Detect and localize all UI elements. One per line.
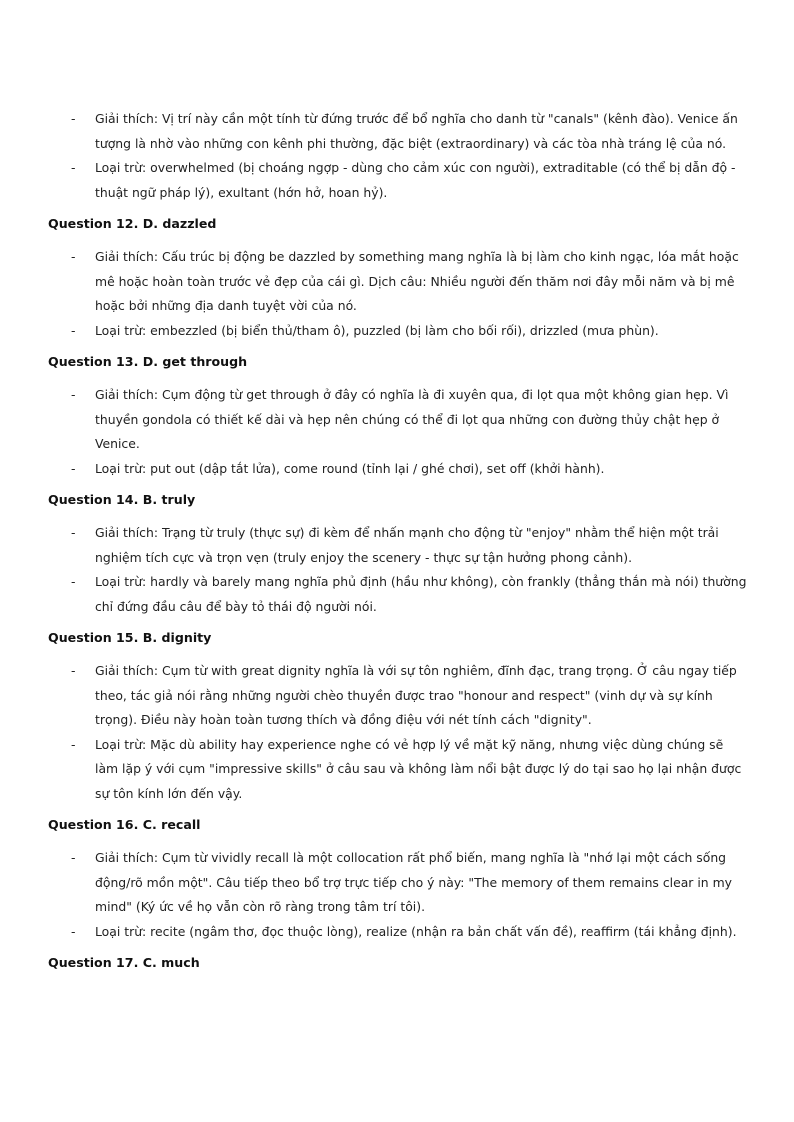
- question-heading: Question 14. B. truly: [48, 492, 196, 507]
- answer-section: [48, 954, 748, 972]
- bullet-dash: -: [71, 160, 76, 175]
- bullet-list: [48, 659, 748, 806]
- bullet-dash: -: [71, 387, 76, 402]
- bullet-text: Loại trừ: overwhelmed (bị choáng ngợp - dùng cho cảm xúc con người), extraditable (có thể bị dẫn độ - thuật ngữ pháp lý), exultant (hớn hở, hoan hỷ).: [95, 160, 736, 200]
- bullet-text: Loại trừ: Mặc dù ability hay experience nghe có vẻ hợp lý về mặt kỹ năng, nhưng việc dùng chúng sẽ làm lặp ý với cụm "impressive skills" ở câu sau và không làm nổi bật được lý do tại sao họ lại nhận được sự tôn kính lớn đến vậy.: [95, 736, 742, 801]
- question-heading: Question 17. C. much: [48, 955, 200, 970]
- bullet-text: Giải thích: Cấu trúc bị động be dazzled by something mang nghĩa là bị làm cho kinh ngạc, lóa mắt hoặc mê hoặc hoàn toàn trước vẻ đẹp của cái gì. Dịch câu: Nhiều người đến thăm nơi đây mỗi năm và bị mê hoặc bởi những địa danh tuyệt vời của nó.: [95, 249, 739, 313]
- bullet-item: [48, 457, 748, 482]
- bullet-dash: -: [71, 850, 76, 865]
- bullet-text: Giải thích: Trạng từ truly (thực sự) đi kèm để nhấn mạnh cho động từ "enjoy" nhằm thể hiện một trải nghiệm tích cực và trọn vẹn (truly enjoy the scenery - thực sự tận hưởng phong cảnh).: [95, 525, 719, 565]
- question-heading: Question 16. C. recall: [48, 817, 201, 832]
- bullet-dash: -: [71, 460, 76, 476]
- bullet-item: [48, 156, 748, 205]
- question-heading: Question 15. B. dignity: [48, 630, 212, 645]
- question-heading: Question 13. D. get through: [48, 354, 248, 369]
- answer-section: [48, 816, 748, 944]
- bullet-item: [48, 733, 748, 807]
- bullet-text: Giải thích: Cụm động từ get through ở đây có nghĩa là đi xuyên qua, đi lọt qua một không gian hẹp. Vì thuyền gondola có thiết kế dài và hẹp nên chúng có thể đi lọt qua những con đường thủy chật hẹp ở Venice.: [95, 387, 729, 451]
- answer-section: [48, 107, 748, 205]
- bullet-item: [48, 659, 748, 733]
- bullet-text: Giải thích: Vị trí này cần một tính từ đứng trước để bổ nghĩa cho danh từ "canals" (kênh đào). Venice ấn tượng là nhờ vào những con kênh phi thường, đặc biệt (extraordinary) và các tòa nhà tráng lệ của nó.: [95, 111, 738, 151]
- bullet-list: [48, 383, 748, 481]
- bullet-dash: -: [71, 322, 76, 338]
- bullet-dash: -: [71, 923, 76, 939]
- bullet-text: Giải thích: Cụm từ with great dignity nghĩa là với sự tôn nghiêm, đĩnh đạc, trang trọng. Ở câu ngay tiếp theo, tác giả nói rằng những người chèo thuyền được trao "honour and respect" (vinh dự và sự kính trọng). Điều này hoàn toàn tương thích và đồng điệu với nét tính cách "dignity".: [95, 663, 737, 727]
- bullet-dash: -: [71, 574, 76, 589]
- bullet-list: [48, 521, 748, 619]
- bullet-item: [48, 846, 748, 920]
- bullet-text: Loại trừ: put out (dập tắt lửa), come round (tỉnh lại / ghé chơi), set off (khởi hành).: [95, 460, 605, 476]
- bullet-dash: -: [71, 736, 76, 752]
- bullet-item: [48, 245, 748, 319]
- answer-section: [48, 491, 748, 619]
- bullet-dash: -: [71, 525, 76, 540]
- bullet-list: [48, 107, 748, 205]
- bullet-list: [48, 245, 748, 343]
- bullet-text: Loại trừ: embezzled (bị biển thủ/tham ô), puzzled (bị làm cho bối rối), drizzled (mưa phùn).: [95, 322, 659, 338]
- bullet-item: [48, 570, 748, 619]
- bullet-item: [48, 383, 748, 457]
- bullet-item: [48, 319, 748, 344]
- bullet-list: [48, 846, 748, 944]
- bullet-dash: -: [71, 111, 76, 126]
- bullet-item: [48, 521, 748, 570]
- bullet-text: Loại trừ: recite (ngâm thơ, đọc thuộc lòng), realize (nhận ra bản chất vấn đề), reaffirm (tái khẳng định).: [95, 923, 737, 939]
- answer-section: [48, 353, 748, 481]
- answer-section: [48, 215, 748, 343]
- answer-section: [48, 629, 748, 806]
- bullet-dash: -: [71, 663, 76, 678]
- bullet-text: Loại trừ: hardly và barely mang nghĩa phủ định (hầu như không), còn frankly (thẳng thắn mà nói) thường chỉ đứng đầu câu để bày tỏ thái độ người nói.: [95, 574, 747, 614]
- bullet-dash: -: [71, 249, 76, 264]
- bullet-item: [48, 107, 748, 156]
- bullet-text: Giải thích: Cụm từ vividly recall là một collocation rất phổ biến, mang nghĩa là "nhớ lại một cách sống động/rõ mồn một". Câu tiếp theo bổ trợ trực tiếp cho ý này: "The memory of them remains clear in my mind" (Ký ức về họ vẫn còn rõ ràng trong tâm trí tôi).: [95, 850, 732, 914]
- bullet-item: [48, 920, 748, 945]
- question-heading: Question 12. D. dazzled: [48, 216, 217, 231]
